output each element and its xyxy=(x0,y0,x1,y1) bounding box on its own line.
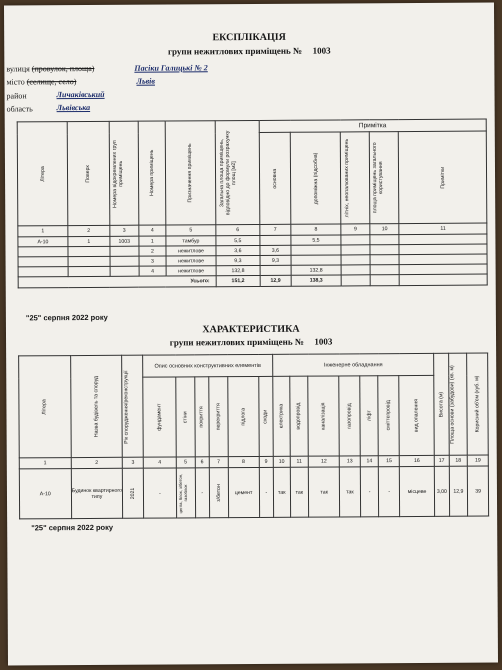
city-label: місто xyxy=(6,77,25,87)
total-main: 12,9 xyxy=(260,275,291,286)
subheader-common: площа приміщень загального користування xyxy=(369,132,399,224)
characteristic-subtitle-text: групи нежитлових приміщень № xyxy=(169,336,304,348)
header-total-area: Загальна площа приміщень, відповідно до формули розрахунку площ [м2] xyxy=(215,120,259,224)
subheader-main: основна xyxy=(259,132,291,224)
col-num-7: 7 xyxy=(260,224,291,235)
total-auxiliary: 138,3 xyxy=(291,275,341,286)
district-value: Личаківський xyxy=(56,89,105,100)
char-sub-lift: ліфт xyxy=(360,376,379,456)
char-sub-pokryttia: покриття xyxy=(194,377,209,457)
char-header-volume: Корисний об'єм (куб. м) xyxy=(467,353,488,455)
total-row xyxy=(18,274,487,288)
header-note-group: Примітка xyxy=(259,119,486,132)
char-cell-ploshcha: 12,9 xyxy=(449,466,468,516)
col-num-11: 11 xyxy=(399,223,487,235)
char-cell-stiny: цегла, блок, з/бетон, газоблок xyxy=(176,468,195,518)
explication-table xyxy=(17,119,488,289)
char-cell-smittieprovid: - xyxy=(379,467,400,517)
char-cell-vysota: 3,00 xyxy=(434,466,449,516)
street-value: Пасіки Галицькі № 2 xyxy=(134,63,208,73)
char-cell-fundament: - xyxy=(143,468,176,518)
col-num-2: 2 xyxy=(68,225,110,236)
char-header-litera: Літера xyxy=(19,356,71,458)
col-num-3: 3 xyxy=(110,225,139,236)
col-num-4: 4 xyxy=(139,225,166,236)
char-sub-perekryttia: перекриття xyxy=(209,377,228,457)
char-cell-skhody: - xyxy=(259,467,274,517)
char-sub-hazoprovid: газопровід xyxy=(339,376,360,456)
char-sub-fundament: фундамент xyxy=(143,377,177,457)
district-label: район xyxy=(6,91,27,101)
characteristic-subtitle xyxy=(106,336,396,348)
char-header-construct-group: Опис основних конструктивних елементів xyxy=(143,354,273,377)
total-area: 151,2 xyxy=(216,275,260,286)
col-num-5: 5 xyxy=(166,225,216,236)
char-sub-kanalizatsiia: каналізація xyxy=(308,376,339,456)
char-cell-vodoprovid: так xyxy=(290,467,309,517)
char-sub-elektryka: електрика xyxy=(273,376,290,456)
char-cell-perekryttia: з/бетон xyxy=(209,468,228,518)
city-field xyxy=(6,77,76,86)
char-column-number-row: 1 2 3 4 5 6 7 8 9 10 11 12 13 14 15 16 17 18 19 xyxy=(19,455,488,469)
char-cell-hazoprovid: так xyxy=(339,467,360,517)
char-cell-pidloha: цемент xyxy=(228,467,259,517)
col-num-6: 6 xyxy=(216,224,260,235)
char-cell-obiem: 39 xyxy=(468,466,489,516)
char-sub-pidloha: підлога xyxy=(227,376,258,456)
char-cell-opalennia: місцеве xyxy=(399,466,434,516)
characteristic-table xyxy=(18,353,489,520)
document-page xyxy=(4,3,498,666)
table-row: 4 нежитлове 132,8 132,8 xyxy=(18,264,487,277)
char-cell-year: 2021 xyxy=(123,468,144,518)
char-header-eng-group: Інженерне обладнання xyxy=(273,353,434,376)
subheader-summer: літніх, неопалюваних приміщень xyxy=(340,132,370,224)
region-value: Львівська xyxy=(56,102,91,113)
explication-group-number: 1003 xyxy=(312,45,331,56)
char-cell-litera: А-10 xyxy=(19,469,71,519)
header-litera: Літера xyxy=(17,122,68,226)
subheader-auxiliary: допоміжна (підсобна) xyxy=(290,132,341,224)
char-sub-opalennia: вид опалення xyxy=(399,375,435,455)
explication-title: ЕКСПЛІКАЦІЯ xyxy=(212,31,286,44)
table-row: 2 нежитлове 3,6 3,6 xyxy=(18,244,487,257)
char-sub-skhody: сходи xyxy=(258,376,273,456)
header-poverkh: Поверх xyxy=(67,121,109,225)
char-cell-pokryttia: - xyxy=(195,468,210,518)
explication-subtitle-text: групи нежитлових приміщень № xyxy=(167,45,303,57)
table-row: 3 нежитлове 9,3 9,3 xyxy=(18,254,487,267)
char-sub-smittieprovid: сміттєпровід xyxy=(378,376,399,456)
explication-date: "25" серпня 2022 року xyxy=(25,312,108,323)
col-num-10: 10 xyxy=(370,224,399,235)
characteristic-group-number: 1003 xyxy=(314,336,333,347)
street-label-struck: (провулок, площа) xyxy=(31,63,95,74)
characteristic-date: "25" серпня 2022 року xyxy=(31,522,114,533)
explication-subtitle xyxy=(104,45,394,57)
header-room-numbers: Номера приміщень xyxy=(138,121,166,225)
city-label-struck: (селище, село) xyxy=(26,77,77,87)
char-header-height: Висота (м) xyxy=(434,353,449,455)
characteristic-title: ХАРАКТЕРИСТИКА xyxy=(202,323,300,336)
table-row: А-10 1 1003 1 тамбур 5,5 5,5 xyxy=(18,234,487,247)
city-value: Львів xyxy=(136,76,155,86)
char-sub-stiny: стіни xyxy=(176,377,195,457)
col-num-9: 9 xyxy=(341,224,370,235)
char-header-name: Назва будівель та споруд xyxy=(70,355,122,457)
char-header-year: Рік спорудження/реконструкції xyxy=(122,355,143,457)
char-cell-kanalizatsiia: так xyxy=(308,467,339,517)
char-cell-elektryka: так xyxy=(273,467,290,517)
char-cell-lift: - xyxy=(360,467,379,517)
header-group-numbers: Номера відокремлених груп приміщень xyxy=(109,121,139,225)
subheader-notes: Примітки xyxy=(399,131,487,224)
col-num-8: 8 xyxy=(291,224,341,235)
region-label: область xyxy=(6,104,33,114)
header-purpose: Призначення приміщень xyxy=(165,121,216,225)
street-label: вулиця xyxy=(6,64,30,74)
total-label: Усього: xyxy=(18,276,216,288)
col-num-1: 1 xyxy=(18,226,68,237)
char-table-row xyxy=(19,466,488,519)
char-cell-name: Будинок квартирного типу xyxy=(71,468,123,518)
street-field xyxy=(6,64,94,74)
char-header-footprint: Площа основи (забудови) (кв. м) xyxy=(448,353,467,455)
char-sub-vodoprovid: водопровід xyxy=(289,376,308,456)
